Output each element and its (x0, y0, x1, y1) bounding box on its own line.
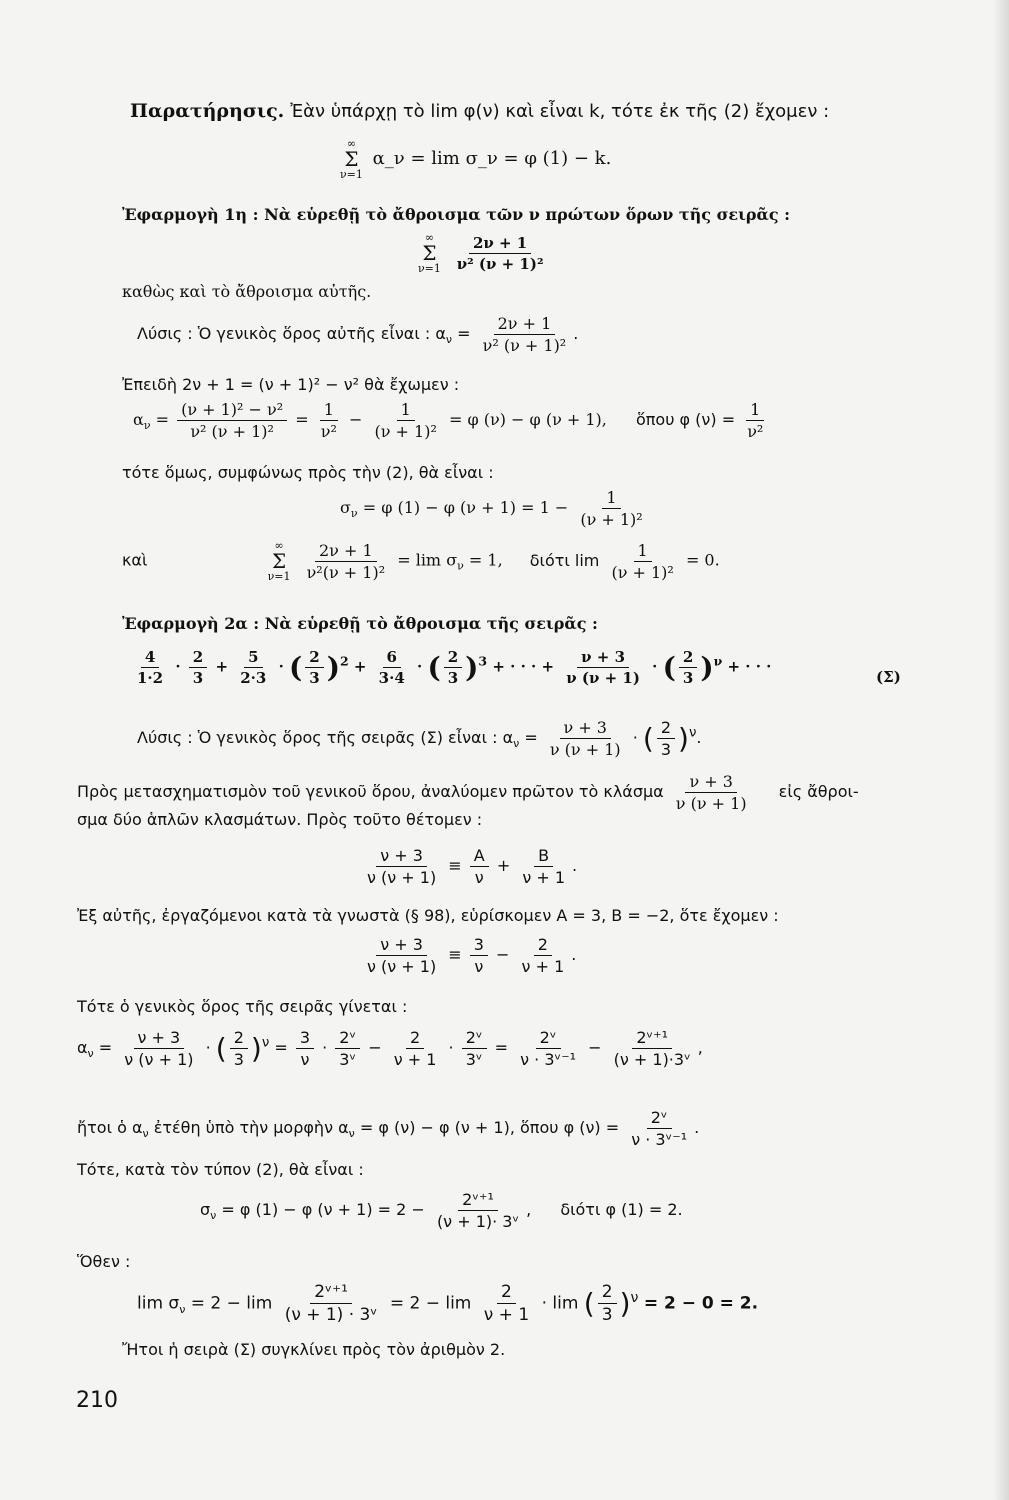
series-label: (Σ) (876, 668, 901, 686)
page-number: 210 (76, 1388, 118, 1413)
app2-para1: Πρὸς μετασχηματισμὸν τοῦ γενικοῦ ὅρου, ἀναλύομεν πρῶτον τὸ κλάσμα $\frac{\nu + 3}{\nu (\nu + 1)}$ εἰς ἄθροι- (77, 772, 859, 813)
conclusion: Ἤτοι ἡ σειρὰ (Σ) συγκλίνει πρὸς τὸν ἀριθμὸν 2. (122, 1340, 506, 1359)
app1-series: ∞ Σ ν=1 $\frac{2\nu + 1}{\text{ν² (ν + 1)²}}$ (418, 231, 544, 275)
decomposition: $\frac{\nu + 3}{\nu (\nu + 1)}$ ≡ $\frac{3}{\nu}$ − $\frac{2}{\nu + 1}$ . (367, 935, 577, 976)
partial-fraction: $\frac{\nu + 3}{\nu (\nu + 1)}$ ≡ $\frac{A}{\nu}$ + $\frac{B}{\nu + 1}$ . (367, 846, 578, 887)
remark-text: Ἐὰν ὑπάρχῃ τὸ lim φ(ν) καὶ εἶναι k, τότε ἐκ τῆς (2) ἔχομεν : (290, 101, 830, 122)
general-term: $\alpha_\nu$ = $\frac{\nu + 3}{\nu (\nu + 1)}$ · ( $\frac{2}{3}$ )$^\nu$ = $\frac{3}{\nu}$ · $\frac{\text{2ᵛ}}{\text{3ᵛ}}$ − $\frac{2}{\nu + 1}$ · $\frac{\text{2ᵛ}}{\text{3ᵛ}}$ = $\frac{\text{2ᵛ}}{\text{ν · 3ᵛ⁻¹}}$ − $\frac{\text{2ᵛ⁺¹}}{\text{(ν + 1)·3ᵛ}}$ , (77, 1028, 703, 1069)
sum-symbol: ∞ Σ ν=1 (340, 137, 363, 181)
hence: Ὅθεν : (77, 1252, 131, 1271)
remark-formula-text: α_ν = lim σ_ν = φ (1) − k. (372, 148, 612, 169)
app2-para5: Τότε, κατὰ τὸν τύπον (2), θὰ εἶναι : (77, 1160, 364, 1179)
app1-tail: καθὼς καὶ τὸ ἄθροισμα αὐτῆς. (122, 282, 372, 301)
remark-line (130, 100, 829, 122)
app2-series: $\frac{4}{1\cdot 2}$ · $\frac{2}{3}$ + $\frac{5}{2\cdot 3}$ · ( $\frac{2}{3}$ )$^2$ + $\frac{6}{3\cdot 4}$ · ( $\frac{2}{3}$ )$^3$ + · · · + $\frac{\nu + 3}{\nu (\nu + 1)}$ · ( $\frac{2}{3}$ )$^\nu$ + · · · (137, 648, 772, 687)
app1-then: τότε ὅμως, συμφώνως πρὸς τὴν (2), θὰ εἶναι : (122, 463, 494, 482)
remark-label: Παρατήρησις. (130, 100, 285, 122)
app2-para1c: σμα δύο ἁπλῶν κλασμάτων. Πρὸς τοῦτο θέτομεν : (77, 810, 483, 829)
app1-sigma: $\sigma_\nu = \varphi$ (1) − φ (ν + 1) = 1 − $\frac{1}{\text{(ν + 1)²}}$ (340, 488, 643, 529)
app2-solution: Λύσις : Ὁ γενικὸς ὅρος τῆς σειρᾶς (Σ) εἶναι : $\alpha_\nu$ = $\frac{\nu + 3}{\nu (\nu + 1)}$ · ( $\frac{2}{3}$ )$^\nu$. (137, 718, 702, 759)
final-limit: $\lim \sigma_\nu = 2 - \lim$ $\frac{\text{2ᵛ⁺¹}}{\text{(ν + 1) · 3ᵛ}}$ = 2 − lim $\frac{2}{\nu + 1}$ · lim ( $\frac{2}{3}$ )$^\nu$ = 2 − 0 = 2. (137, 1282, 759, 1325)
remark-formula (340, 138, 611, 180)
app1-since: Ἐπειδὴ 2ν + 1 = (ν + 1)² − ν² θὰ ἔχωμεν : (122, 375, 460, 394)
app2-para4: ἤτοι ὁ $\alpha_\nu$ ἐτέθη ὑπὸ τὴν μορφὴν $\alpha_\nu = \varphi$ (ν) − φ (ν + 1), ὅπου φ (ν) = $\frac{\text{2ᵛ}}{\text{ν · 3ᵛ⁻¹}}$ . (77, 1108, 700, 1149)
app1-sum-line: καὶ ∞ Σ ν=1 $\frac{2\nu + 1}{\text{ν²(ν + 1)²}}$ = $\lim \sigma_\nu = 1$, διότι lim $\frac{1}{\text{(ν + 1)²}}$ = 0. (122, 539, 720, 583)
app2-para2: Ἐξ αὐτῆς, ἐργαζόμενοι κατὰ τὰ γνωστὰ (§ 98), εὑρίσκομεν A = 3, B = −2, ὅτε ἔχομεν : (77, 906, 779, 925)
app1-solution: Λύσις : Ὁ γενικὸς ὅρος αὐτῆς εἶναι : $\alpha_\nu$ = $\frac{2\nu + 1}{\text{ν² (ν + 1)²}}$ . (137, 314, 579, 355)
app2-para3: Τότε ὁ γενικὸς ὅρος τῆς σειρᾶς γίνεται : (77, 997, 408, 1016)
sigma2: $\sigma_\nu = \varphi$ (1) − φ (ν + 1) = 2 − $\frac{\text{2ᵛ⁺¹}}{\text{(ν + 1)· 3ᵛ}}$ , διότι φ (1) = 2. (200, 1190, 683, 1231)
app1-title: Ἐφαρμογὴ 1η : Νὰ εὑρεθῇ τὸ ἄθροισμα τῶν ν πρώτων ὅρων τῆς σειρᾶς : (122, 205, 791, 224)
app1-equation: $\alpha_\nu$ = $\frac{\text{(ν + 1)² − ν²}}{\text{ν² (ν + 1)²}}$ = $\frac{1}{\text{ν²}}$ − $\frac{1}{\text{(ν + 1)²}}$ = φ (ν) − φ (ν + 1), ὅπου φ (ν) = $\frac{1}{\text{ν²}}$ (133, 400, 764, 441)
page-edge (993, 0, 1009, 1500)
app2-title: Ἐφαρμογὴ 2α : Νὰ εὑρεθῇ τὸ ἄθροισμα τῆς σειρᾶς : (122, 614, 598, 633)
